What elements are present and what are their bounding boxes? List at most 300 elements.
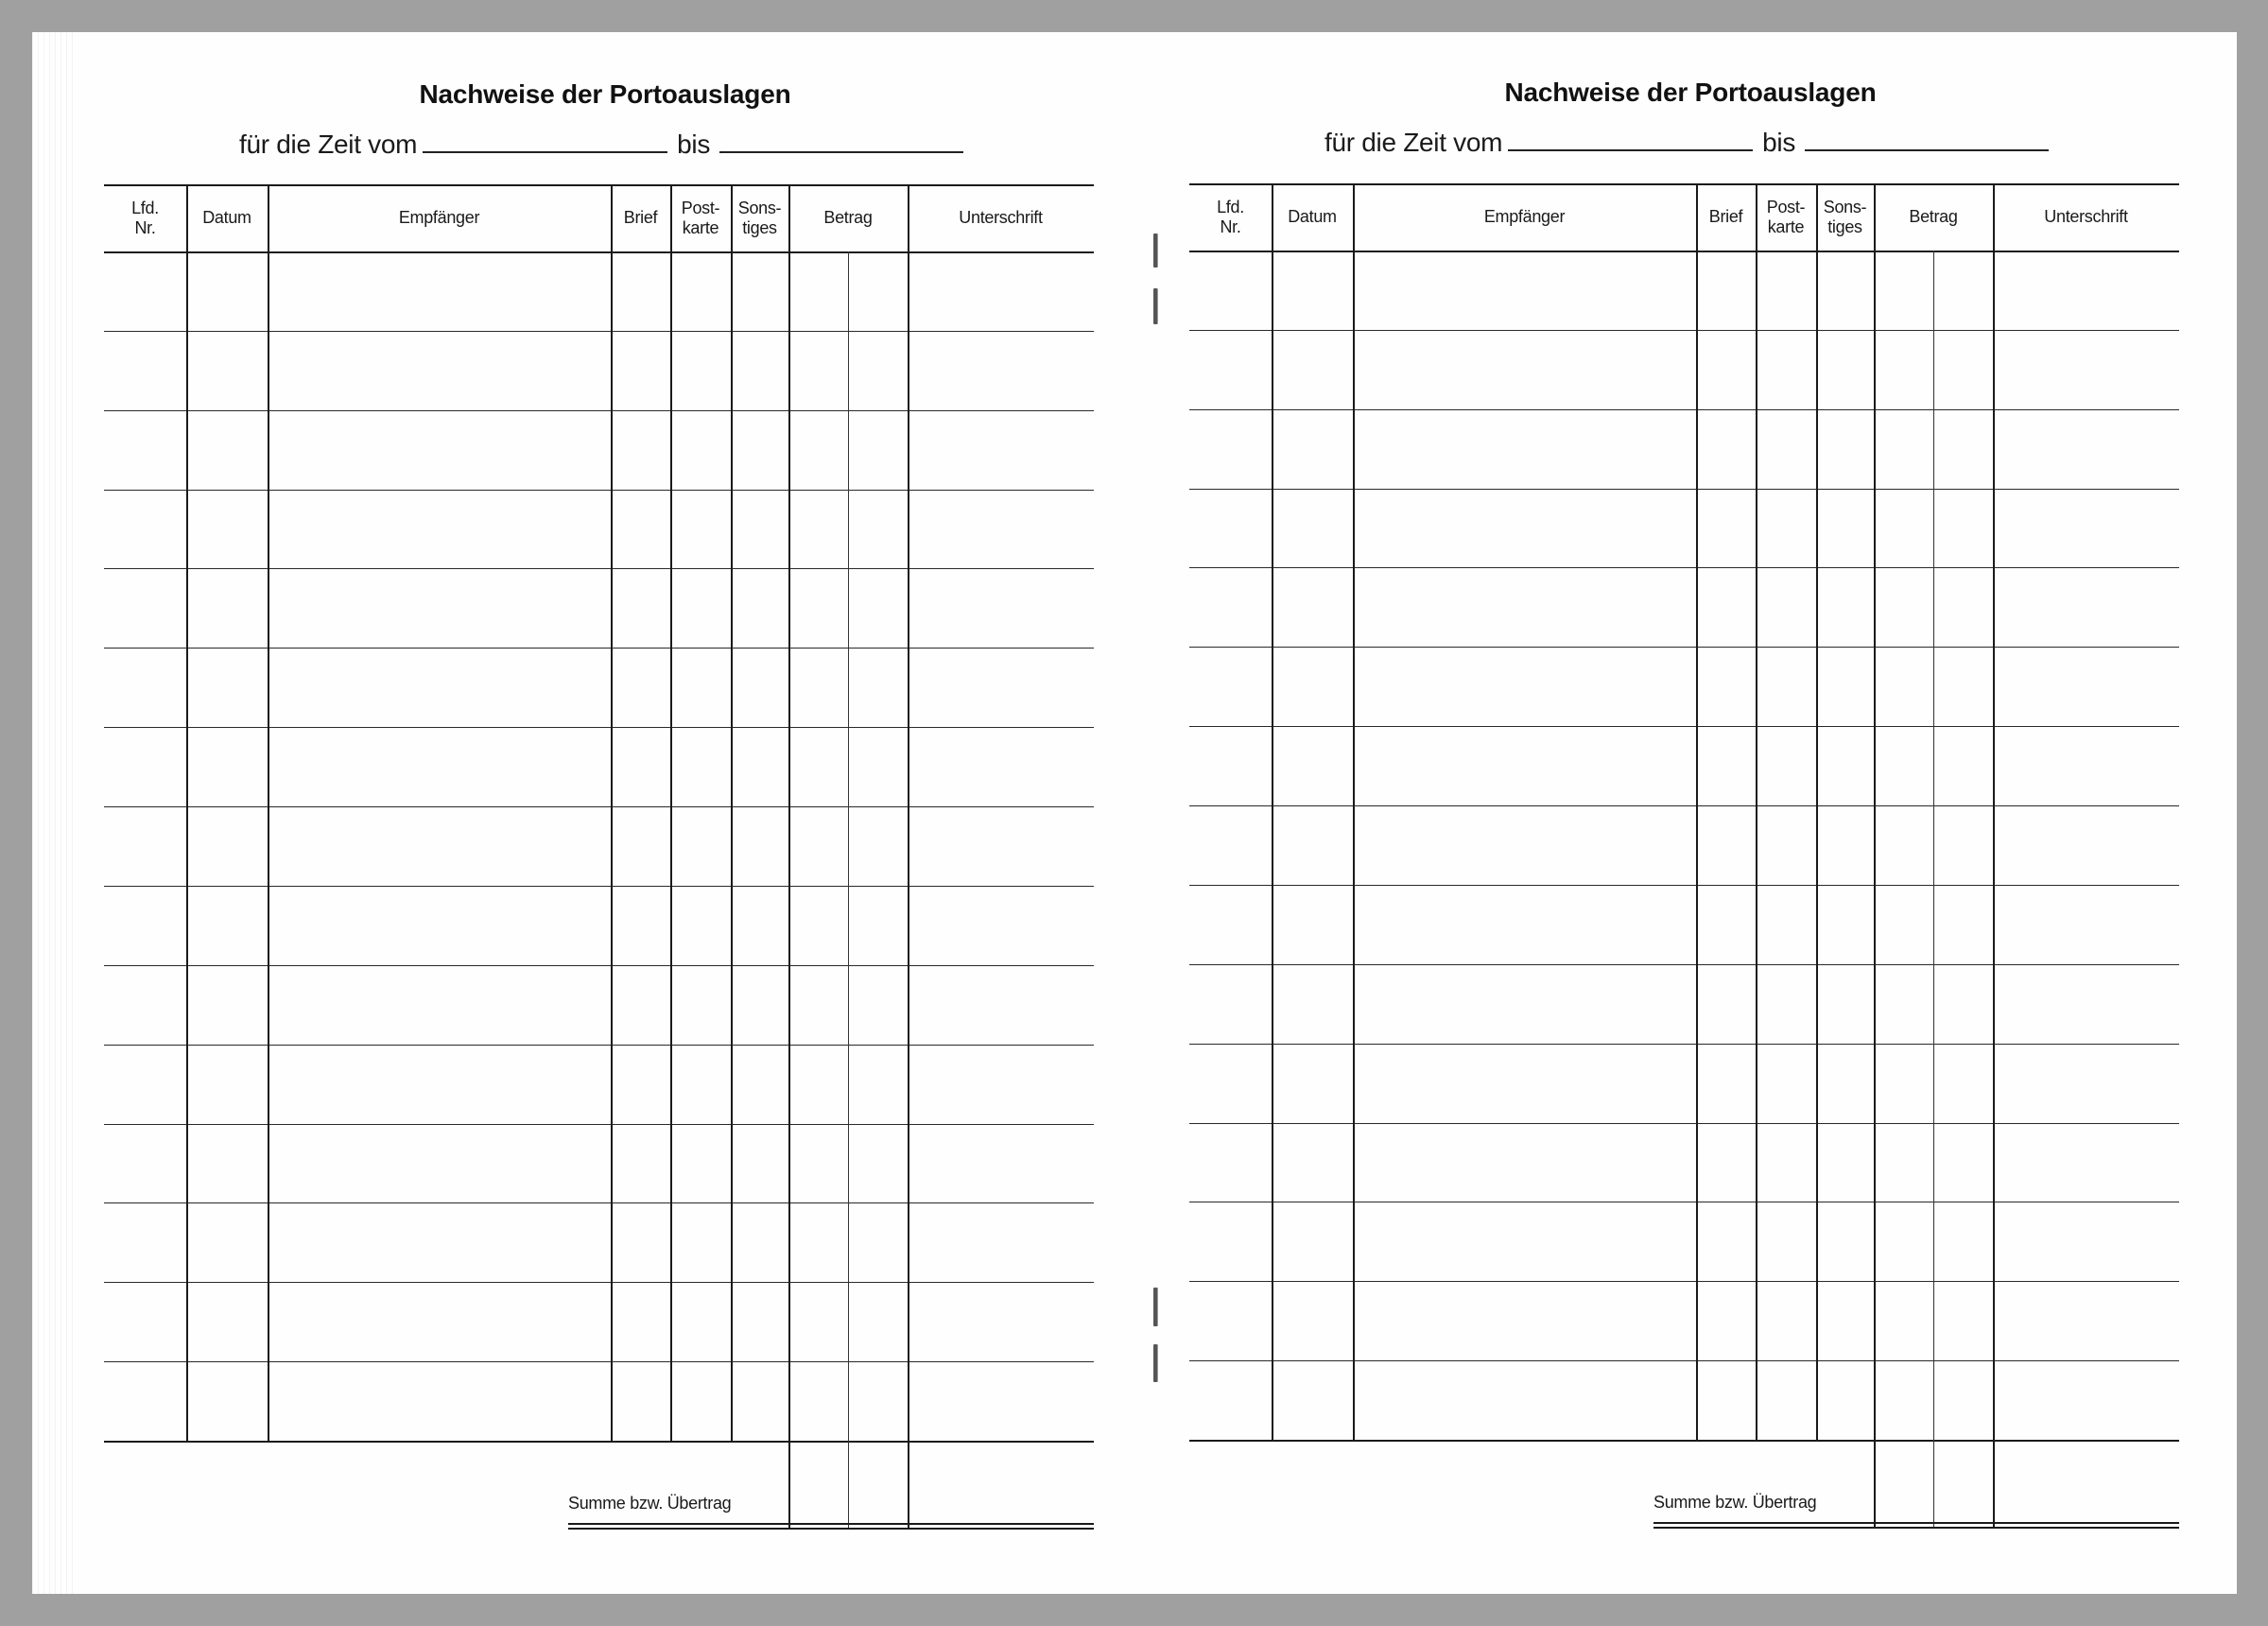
cell-sonstiges[interactable] <box>731 1282 788 1361</box>
cell-betrag-euro[interactable] <box>1874 567 1933 647</box>
cell-lfd-nr[interactable] <box>1189 251 1272 330</box>
cell-datum[interactable] <box>186 331 268 410</box>
cell-datum[interactable] <box>1272 647 1353 726</box>
cell-postkarte[interactable] <box>670 727 731 806</box>
cell-postkarte[interactable] <box>670 806 731 886</box>
column-header-betrag: Betrag <box>823 208 873 227</box>
cell-betrag-cent[interactable] <box>848 490 908 569</box>
cell-unterschrift[interactable] <box>908 648 1094 727</box>
cell-brief[interactable] <box>611 727 670 806</box>
cell-postkarte[interactable] <box>670 410 731 490</box>
cell-betrag-cent[interactable] <box>1933 805 1993 885</box>
cell-empfaenger[interactable] <box>1353 647 1696 726</box>
cell-unterschrift[interactable] <box>908 1361 1094 1441</box>
cell-betrag-cent[interactable] <box>848 331 908 410</box>
cell-brief[interactable] <box>1696 409 1756 489</box>
column-divider <box>1696 183 1698 1440</box>
cell-datum[interactable] <box>186 410 268 490</box>
cell-empfaenger[interactable] <box>1353 1123 1696 1202</box>
cell-datum[interactable] <box>186 1282 268 1361</box>
cell-lfd-nr[interactable] <box>1189 1123 1272 1202</box>
cell-betrag-cent[interactable] <box>848 965 908 1045</box>
cell-lfd-nr[interactable] <box>1189 964 1272 1044</box>
column-header-datum: Datum <box>202 208 251 227</box>
cell-lfd-nr[interactable] <box>1189 805 1272 885</box>
cell-postkarte[interactable] <box>1756 1360 1816 1440</box>
cell-brief[interactable] <box>611 806 670 886</box>
cell-postkarte[interactable] <box>1756 251 1816 330</box>
cell-betrag-cent[interactable] <box>1933 1202 1993 1281</box>
cell-betrag-euro[interactable] <box>788 1202 848 1282</box>
cell-sonstiges[interactable] <box>1816 1044 1874 1123</box>
cell-brief[interactable] <box>611 1045 670 1124</box>
cell-postkarte[interactable] <box>1756 1123 1816 1202</box>
cell-brief[interactable] <box>1696 1202 1756 1281</box>
cell-brief[interactable] <box>611 886 670 965</box>
cell-unterschrift[interactable] <box>1993 330 2179 409</box>
cell-empfaenger[interactable] <box>268 1124 611 1203</box>
column-header-betrag: Betrag <box>1909 207 1958 226</box>
cell-empfaenger[interactable] <box>268 727 611 806</box>
column-header-empfaenger: Empfänger <box>1483 207 1566 226</box>
cell-unterschrift[interactable] <box>908 1282 1094 1361</box>
cell-betrag-cent[interactable] <box>1933 964 1993 1044</box>
cell-datum[interactable] <box>1272 726 1353 805</box>
cell-unterschrift[interactable] <box>1993 251 2179 330</box>
cell-betrag-cent[interactable] <box>848 1045 908 1124</box>
cell-postkarte[interactable] <box>1756 1202 1816 1281</box>
cell-unterschrift[interactable] <box>1993 1044 2179 1123</box>
cell-sonstiges[interactable] <box>1816 647 1874 726</box>
cell-betrag-cent[interactable] <box>1933 489 1993 568</box>
cell-lfd-nr[interactable] <box>1189 1202 1272 1281</box>
cell-unterschrift[interactable] <box>908 568 1094 648</box>
cell-betrag-cent[interactable] <box>1933 1360 1993 1440</box>
cell-betrag-cent[interactable] <box>1933 885 1993 964</box>
cell-postkarte[interactable] <box>1756 805 1816 885</box>
cell-postkarte[interactable] <box>1756 567 1816 647</box>
cell-betrag-cent[interactable] <box>848 568 908 648</box>
cell-postkarte[interactable] <box>1756 647 1816 726</box>
cell-betrag-euro[interactable] <box>788 1045 848 1124</box>
cell-brief[interactable] <box>1696 251 1756 330</box>
cell-betrag-cent[interactable] <box>848 251 908 331</box>
cell-postkarte[interactable] <box>670 886 731 965</box>
cell-betrag-euro[interactable] <box>788 727 848 806</box>
cell-sonstiges[interactable] <box>1816 1123 1874 1202</box>
cell-empfaenger[interactable] <box>1353 489 1696 568</box>
cell-betrag-cent[interactable] <box>1933 567 1993 647</box>
cell-sonstiges[interactable] <box>731 1361 788 1441</box>
cell-empfaenger[interactable] <box>268 965 611 1045</box>
cell-postkarte[interactable] <box>1756 885 1816 964</box>
cell-sonstiges[interactable] <box>731 568 788 648</box>
cell-postkarte[interactable] <box>670 1045 731 1124</box>
cell-sonstiges[interactable] <box>1816 1202 1874 1281</box>
cell-datum[interactable] <box>186 727 268 806</box>
cell-brief[interactable] <box>1696 1044 1756 1123</box>
cell-empfaenger[interactable] <box>268 251 611 331</box>
cell-betrag-cent[interactable] <box>1933 330 1993 409</box>
cell-datum[interactable] <box>186 648 268 727</box>
cell-unterschrift[interactable] <box>1993 1123 2179 1202</box>
cell-brief[interactable] <box>611 1202 670 1282</box>
cell-empfaenger[interactable] <box>1353 1360 1696 1440</box>
cell-betrag-euro[interactable] <box>788 490 848 569</box>
cell-lfd-nr[interactable] <box>1189 567 1272 647</box>
cell-lfd-nr[interactable] <box>1189 1360 1272 1440</box>
cell-empfaenger[interactable] <box>1353 805 1696 885</box>
cell-betrag-cent[interactable] <box>848 1282 908 1361</box>
cell-betrag-euro[interactable] <box>1874 647 1933 726</box>
cell-postkarte[interactable] <box>670 1361 731 1441</box>
cell-brief[interactable] <box>611 1282 670 1361</box>
cell-lfd-nr[interactable] <box>1189 489 1272 568</box>
cell-sonstiges[interactable] <box>731 1124 788 1203</box>
cell-brief[interactable] <box>611 490 670 569</box>
cell-postkarte[interactable] <box>670 490 731 569</box>
cell-postkarte[interactable] <box>1756 1044 1816 1123</box>
cell-betrag-euro[interactable] <box>1874 1123 1933 1202</box>
period-prefix: für die Zeit vom <box>1324 128 1503 157</box>
cell-lfd-nr[interactable] <box>1189 330 1272 409</box>
cell-sonstiges[interactable] <box>1816 251 1874 330</box>
cell-brief[interactable] <box>1696 330 1756 409</box>
cell-empfaenger[interactable] <box>268 568 611 648</box>
period-line <box>1324 128 2049 158</box>
cell-sonstiges[interactable] <box>731 410 788 490</box>
cell-betrag-cent[interactable] <box>1933 251 1993 330</box>
cell-empfaenger[interactable] <box>1353 726 1696 805</box>
column-header-lfd-nr: Lfd. Nr. <box>1217 197 1244 236</box>
cell-unterschrift[interactable] <box>1993 964 2179 1044</box>
cell-brief[interactable] <box>611 965 670 1045</box>
cell-lfd-nr[interactable] <box>104 806 186 886</box>
cell-sonstiges[interactable] <box>1816 409 1874 489</box>
cell-brief[interactable] <box>611 1124 670 1203</box>
cell-empfaenger[interactable] <box>268 806 611 886</box>
cell-datum[interactable] <box>1272 1360 1353 1440</box>
cell-datum[interactable] <box>186 1045 268 1124</box>
cell-brief[interactable] <box>1696 1123 1756 1202</box>
cell-betrag-euro[interactable] <box>788 806 848 886</box>
cell-postkarte[interactable] <box>670 1124 731 1203</box>
cell-betrag-euro[interactable] <box>1874 489 1933 568</box>
period-from-field[interactable] <box>1508 146 1753 151</box>
sum-betrag-cent-field[interactable] <box>848 1441 908 1523</box>
cell-brief[interactable] <box>1696 805 1756 885</box>
sum-betrag-euro-field[interactable] <box>788 1441 848 1523</box>
cell-unterschrift[interactable] <box>1993 885 2179 964</box>
cell-datum[interactable] <box>186 965 268 1045</box>
cell-sonstiges[interactable] <box>731 1202 788 1282</box>
cell-betrag-euro[interactable] <box>788 331 848 410</box>
cell-unterschrift[interactable] <box>908 251 1094 331</box>
cell-datum[interactable] <box>186 568 268 648</box>
cell-postkarte[interactable] <box>1756 1281 1816 1360</box>
cell-lfd-nr[interactable] <box>1189 885 1272 964</box>
cell-betrag-euro[interactable] <box>788 965 848 1045</box>
cell-postkarte[interactable] <box>670 1202 731 1282</box>
column-divider <box>1874 183 1876 1527</box>
cell-brief[interactable] <box>1696 1281 1756 1360</box>
cell-sonstiges[interactable] <box>1816 964 1874 1044</box>
cell-lfd-nr[interactable] <box>104 886 186 965</box>
cell-unterschrift[interactable] <box>1993 567 2179 647</box>
cell-datum[interactable] <box>1272 330 1353 409</box>
cell-empfaenger[interactable] <box>1353 885 1696 964</box>
cell-lfd-nr[interactable] <box>104 727 186 806</box>
cell-empfaenger[interactable] <box>1353 964 1696 1044</box>
period-from-field[interactable] <box>423 147 667 153</box>
cell-unterschrift[interactable] <box>908 410 1094 490</box>
cell-lfd-nr[interactable] <box>1189 726 1272 805</box>
cell-empfaenger[interactable] <box>268 1045 611 1124</box>
column-header-lfd-nr: Lfd. Nr. <box>131 198 159 237</box>
cell-unterschrift[interactable] <box>908 1202 1094 1282</box>
cell-datum[interactable] <box>1272 567 1353 647</box>
cell-brief[interactable] <box>1696 1360 1756 1440</box>
cell-lfd-nr[interactable] <box>104 1361 186 1441</box>
cell-datum[interactable] <box>1272 1281 1353 1360</box>
column-divider <box>1353 183 1355 1440</box>
cell-betrag-cent[interactable] <box>1933 409 1993 489</box>
cell-postkarte[interactable] <box>670 648 731 727</box>
cell-postkarte[interactable] <box>1756 726 1816 805</box>
cell-brief[interactable] <box>1696 567 1756 647</box>
cell-betrag-cent[interactable] <box>1933 1281 1993 1360</box>
cell-datum[interactable] <box>1272 251 1353 330</box>
cell-empfaenger[interactable] <box>1353 567 1696 647</box>
cell-betrag-euro[interactable] <box>788 1282 848 1361</box>
cell-unterschrift[interactable] <box>1993 726 2179 805</box>
column-header-empfaenger: Empfänger <box>398 208 480 227</box>
column-divider <box>186 184 188 1441</box>
cell-empfaenger[interactable] <box>1353 330 1696 409</box>
cell-empfaenger[interactable] <box>268 886 611 965</box>
cell-postkarte[interactable] <box>670 331 731 410</box>
cell-unterschrift[interactable] <box>1993 1360 2179 1440</box>
cell-unterschrift[interactable] <box>908 886 1094 965</box>
cell-betrag-cent[interactable] <box>848 410 908 490</box>
cell-betrag-cent[interactable] <box>848 727 908 806</box>
cell-empfaenger[interactable] <box>268 331 611 410</box>
cell-sonstiges[interactable] <box>731 331 788 410</box>
cell-betrag-cent[interactable] <box>1933 647 1993 726</box>
cell-betrag-cent[interactable] <box>848 886 908 965</box>
cell-unterschrift[interactable] <box>1993 805 2179 885</box>
cell-unterschrift[interactable] <box>908 490 1094 569</box>
cell-lfd-nr[interactable] <box>104 331 186 410</box>
cell-sonstiges[interactable] <box>731 490 788 569</box>
cell-brief[interactable] <box>1696 726 1756 805</box>
cell-datum[interactable] <box>186 806 268 886</box>
cell-unterschrift[interactable] <box>908 331 1094 410</box>
cell-brief[interactable] <box>1696 489 1756 568</box>
cell-sonstiges[interactable] <box>1816 805 1874 885</box>
cell-unterschrift[interactable] <box>1993 1281 2179 1360</box>
cell-brief[interactable] <box>611 410 670 490</box>
cell-unterschrift[interactable] <box>1993 489 2179 568</box>
cell-postkarte[interactable] <box>670 965 731 1045</box>
cell-empfaenger[interactable] <box>1353 1202 1696 1281</box>
cell-sonstiges[interactable] <box>1816 489 1874 568</box>
cell-sonstiges[interactable] <box>731 648 788 727</box>
cell-lfd-nr[interactable] <box>1189 409 1272 489</box>
cell-betrag-euro[interactable] <box>788 410 848 490</box>
period-to-field[interactable] <box>1805 146 2049 151</box>
cell-sonstiges[interactable] <box>1816 885 1874 964</box>
cell-sonstiges[interactable] <box>731 886 788 965</box>
cell-empfaenger[interactable] <box>268 1202 611 1282</box>
cell-datum[interactable] <box>1272 1123 1353 1202</box>
cell-datum[interactable] <box>186 490 268 569</box>
cell-unterschrift[interactable] <box>908 727 1094 806</box>
cell-betrag-euro[interactable] <box>1874 409 1933 489</box>
cell-betrag-cent[interactable] <box>848 648 908 727</box>
column-divider <box>670 184 672 1441</box>
cell-sonstiges[interactable] <box>731 727 788 806</box>
cell-lfd-nr[interactable] <box>1189 1281 1272 1360</box>
cell-lfd-nr[interactable] <box>104 1124 186 1203</box>
column-divider <box>268 184 269 1441</box>
cell-sonstiges[interactable] <box>1816 1360 1874 1440</box>
cell-lfd-nr[interactable] <box>104 1202 186 1282</box>
cell-brief[interactable] <box>611 568 670 648</box>
cell-empfaenger[interactable] <box>1353 251 1696 330</box>
cell-betrag-euro[interactable] <box>1874 330 1933 409</box>
cell-lfd-nr[interactable] <box>104 965 186 1045</box>
cell-betrag-cent[interactable] <box>1933 726 1993 805</box>
table-bottom-border <box>104 1441 1094 1443</box>
cell-brief[interactable] <box>1696 885 1756 964</box>
sum-betrag-euro-field[interactable] <box>1874 1440 1933 1522</box>
cell-unterschrift[interactable] <box>908 806 1094 886</box>
cell-betrag-euro[interactable] <box>788 251 848 331</box>
cell-betrag-euro[interactable] <box>1874 805 1933 885</box>
cell-lfd-nr[interactable] <box>104 251 186 331</box>
cell-betrag-euro[interactable] <box>1874 964 1933 1044</box>
cell-lfd-nr[interactable] <box>1189 647 1272 726</box>
cell-empfaenger[interactable] <box>268 410 611 490</box>
cell-empfaenger[interactable] <box>1353 409 1696 489</box>
cell-empfaenger[interactable] <box>268 490 611 569</box>
cell-lfd-nr[interactable] <box>104 410 186 490</box>
cell-betrag-cent[interactable] <box>848 806 908 886</box>
cell-brief[interactable] <box>1696 964 1756 1044</box>
cell-betrag-euro[interactable] <box>788 886 848 965</box>
cell-unterschrift[interactable] <box>1993 409 2179 489</box>
cell-brief[interactable] <box>1696 647 1756 726</box>
cell-datum[interactable] <box>186 1202 268 1282</box>
cell-brief[interactable] <box>611 1361 670 1441</box>
cell-datum[interactable] <box>1272 409 1353 489</box>
cell-betrag-euro[interactable] <box>1874 1044 1933 1123</box>
column-divider <box>731 184 733 1441</box>
cell-lfd-nr[interactable] <box>104 490 186 569</box>
column-header-postkarte: Post- karte <box>1766 197 1806 236</box>
cell-unterschrift[interactable] <box>1993 647 2179 726</box>
cell-betrag-cent[interactable] <box>848 1361 908 1441</box>
cell-betrag-euro[interactable] <box>788 568 848 648</box>
cell-postkarte[interactable] <box>1756 409 1816 489</box>
cell-unterschrift[interactable] <box>908 965 1094 1045</box>
cell-sonstiges[interactable] <box>731 251 788 331</box>
cell-sonstiges[interactable] <box>731 1045 788 1124</box>
cell-datum[interactable] <box>1272 885 1353 964</box>
cell-empfaenger[interactable] <box>268 648 611 727</box>
cell-sonstiges[interactable] <box>1816 1281 1874 1360</box>
period-separator: bis <box>1762 128 1796 157</box>
cell-brief[interactable] <box>611 648 670 727</box>
cell-brief[interactable] <box>611 331 670 410</box>
cell-betrag-euro[interactable] <box>788 1124 848 1203</box>
cell-lfd-nr[interactable] <box>104 1282 186 1361</box>
cell-sonstiges[interactable] <box>1816 726 1874 805</box>
cell-betrag-euro[interactable] <box>1874 726 1933 805</box>
sum-betrag-cent-field[interactable] <box>1933 1440 1993 1522</box>
cell-betrag-cent[interactable] <box>1933 1044 1993 1123</box>
cell-datum[interactable] <box>1272 1202 1353 1281</box>
cell-postkarte[interactable] <box>1756 489 1816 568</box>
cell-betrag-euro[interactable] <box>788 648 848 727</box>
cell-datum[interactable] <box>1272 1044 1353 1123</box>
period-line <box>239 130 963 160</box>
cell-sonstiges[interactable] <box>731 806 788 886</box>
cell-postkarte[interactable] <box>670 568 731 648</box>
cell-betrag-euro[interactable] <box>1874 885 1933 964</box>
cell-datum[interactable] <box>186 1361 268 1441</box>
cell-empfaenger[interactable] <box>268 1361 611 1441</box>
cell-betrag-cent[interactable] <box>848 1124 908 1203</box>
cell-unterschrift[interactable] <box>1993 1202 2179 1281</box>
column-header-brief: Brief <box>1708 207 1743 226</box>
cell-betrag-euro[interactable] <box>1874 1202 1933 1281</box>
cell-sonstiges[interactable] <box>731 965 788 1045</box>
cell-datum[interactable] <box>1272 805 1353 885</box>
cell-postkarte[interactable] <box>670 251 731 331</box>
period-to-field[interactable] <box>719 147 963 153</box>
cell-lfd-nr[interactable] <box>104 1045 186 1124</box>
cell-postkarte[interactable] <box>670 1282 731 1361</box>
cell-betrag-euro[interactable] <box>1874 251 1933 330</box>
column-divider <box>1756 183 1757 1440</box>
cell-unterschrift[interactable] <box>908 1045 1094 1124</box>
cell-lfd-nr[interactable] <box>104 568 186 648</box>
cell-empfaenger[interactable] <box>268 1282 611 1361</box>
cell-betrag-euro[interactable] <box>788 1361 848 1441</box>
cell-empfaenger[interactable] <box>1353 1281 1696 1360</box>
cell-datum[interactable] <box>1272 489 1353 568</box>
cell-datum[interactable] <box>1272 964 1353 1044</box>
cell-betrag-euro[interactable] <box>1874 1281 1933 1360</box>
cell-betrag-cent[interactable] <box>1933 1123 1993 1202</box>
cell-postkarte[interactable] <box>1756 330 1816 409</box>
cell-datum[interactable] <box>186 251 268 331</box>
cell-betrag-euro[interactable] <box>1874 1360 1933 1440</box>
cell-postkarte[interactable] <box>1756 964 1816 1044</box>
cell-sonstiges[interactable] <box>1816 330 1874 409</box>
cell-betrag-cent[interactable] <box>848 1202 908 1282</box>
cell-lfd-nr[interactable] <box>104 648 186 727</box>
cell-lfd-nr[interactable] <box>1189 1044 1272 1123</box>
cell-datum[interactable] <box>186 1124 268 1203</box>
cell-brief[interactable] <box>611 251 670 331</box>
cell-empfaenger[interactable] <box>1353 1044 1696 1123</box>
cell-unterschrift[interactable] <box>908 1124 1094 1203</box>
cell-sonstiges[interactable] <box>1816 567 1874 647</box>
cell-datum[interactable] <box>186 886 268 965</box>
